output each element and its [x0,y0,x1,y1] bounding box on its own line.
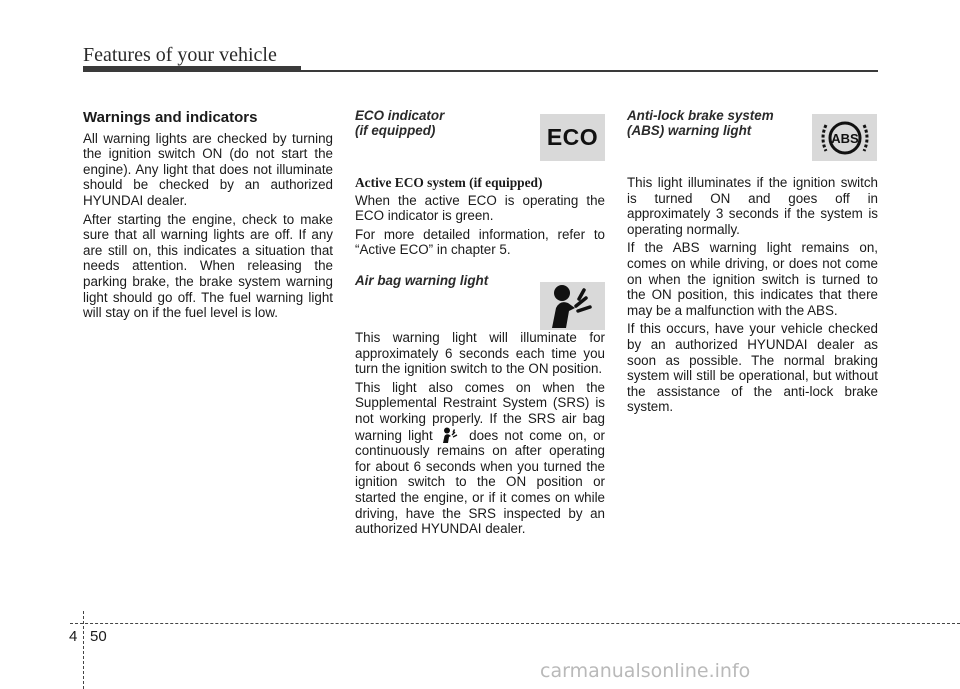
eco-indicator-icon [540,114,605,161]
airbag-paragraph-1: This warning light will illuminate for approximately 6 seconds each time you turn the ignition switch to the ON position. [355,329,605,377]
section-heading-warnings: Warnings and indicators [83,109,258,126]
abs-heading [627,108,807,138]
abs-paragraph-2: If the ABS warning light remains on, comes on while driving, or does not come on when the ignition switch is turned to the ON position, this indicates that there may be a malfunction with the ABS. [627,240,878,318]
airbag-heading: Air bag warning light [355,272,489,288]
abs-warning-icon [812,114,877,161]
warnings-paragraph-1: All warning lights are checked by turning the ignition switch ON (do not start the engine). Any light that does not illuminate should be checked by an authorized HYUNDAI dealer. [83,130,333,208]
abs-heading-line1: Anti-lock brake system [627,108,774,123]
warnings-paragraph-2: After starting the engine, check to make sure that all warning lights are off. If any are still on, this indicates a situation that needs attention. When releasing the parking brake, the brake system warning light should go off. The fuel warning light will stay on if the fuel level is low. [83,211,333,321]
airbag-icon [441,427,461,443]
airbag-icon [548,284,598,328]
airbag-paragraph-2 [355,380,605,537]
abs-paragraph-1: This light illuminates if the ignition switch is turned ON and goes off in approximately 3 seconds if the system is operating normally. [627,175,878,237]
abs-paragraph-3: If this occurs, have your vehicle checked by an authorized HYUNDAI dealer as soon as possible. The normal braking system will still be operational, but without the assistance of the anti-lock brake system. [627,321,878,415]
eco-heading-line2: (if equipped) [355,123,436,138]
abs-heading-line2: (ABS) warning light [627,123,752,138]
airbag-paragraph-2-before: This light also comes on when the Supplemental Restraint System (SRS) is not working properly. If the SRS air bag warning light [355,379,605,443]
eco-subheading: Active ECO system (if equipped) [355,175,543,190]
column-warnings-intro [83,108,333,324]
eco-heading-line1: ECO indicator [355,108,445,123]
footer-vertical-rule [83,611,84,689]
airbag-warning-icon [540,282,605,330]
header-rule-thick [83,66,301,72]
eco-paragraph-2: For more detailed information, refer to “Active ECO” in chapter 5. [355,226,605,258]
header-rule-thin [301,70,878,72]
eco-heading [355,108,535,138]
airbag-paragraph-2-after: does not come on, or continuously remains on after operating for about 6 seconds when you turned the ignition switch to the ON position or started the engine, or if it comes on while driving, have the SRS inspected by an authorized HYUNDAI dealer. [355,427,605,537]
eco-icon-label: ECO [546,124,599,150]
footer-rule [70,623,960,624]
chapter-number: 4 [69,628,78,645]
page-number: 50 [90,628,107,645]
abs-icon-label: ABS [830,130,859,146]
eco-paragraph-1: When the active ECO is operating the ECO indicator is green. [355,192,605,224]
abs-icon [815,116,875,160]
watermark: carmanualsonline.info [540,660,751,682]
page-header-title: Features of your vehicle [83,44,277,66]
